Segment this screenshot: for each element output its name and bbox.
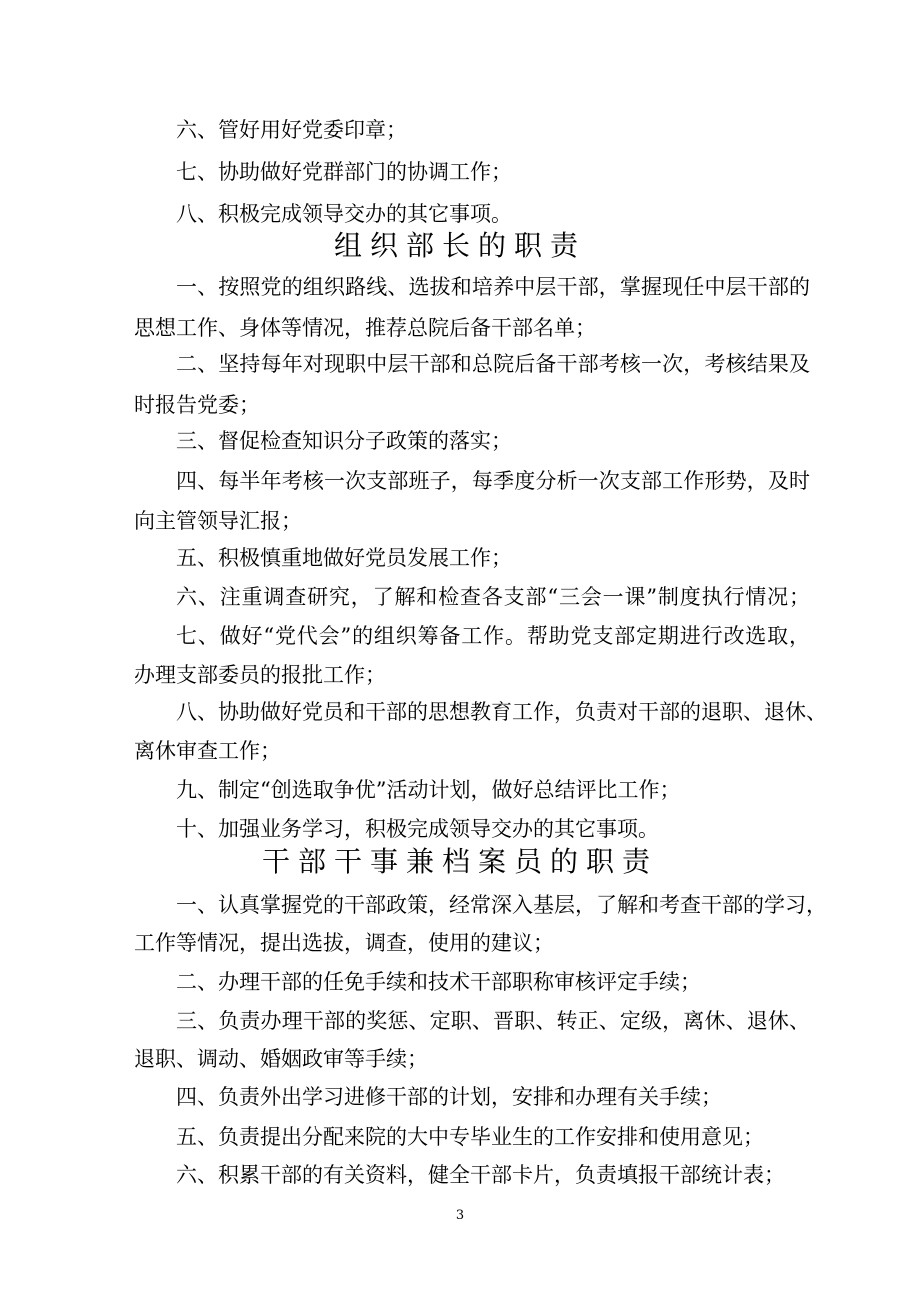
section-title: 组织部长的职责 — [333, 229, 586, 262]
paragraph-line: 办理支部委员的报批工作； — [134, 663, 386, 687]
paragraph-line: 四、每半年考核一次支部班子，每季度分析一次支部工作形势，及时 — [176, 469, 810, 493]
paragraph-line: 五、负责提出分配来院的大中专毕业生的工作安排和使用意见； — [176, 1125, 764, 1149]
page-number: 3 — [455, 1208, 465, 1223]
paragraph-line: 六、注重调查研究，了解和检查各支部“三会一课”制度执行情况； — [176, 585, 810, 609]
paragraph-line: 七、做好“党代会”的组织筹备工作。帮助党支部定期进行改选取， — [176, 624, 810, 648]
paragraph-line: 离休审查工作； — [134, 739, 281, 763]
paragraph-line: 二、办理干部的任免手续和技术干部职称审核评定手续； — [176, 970, 701, 994]
paragraph-line: 退职、调动、婚姻政审等手续； — [134, 1047, 428, 1071]
paragraph-line: 九、制定“创选取争优”活动计划，做好总结评比工作； — [176, 778, 681, 802]
paragraph-line: 六、积累干部的有关资料，健全干部卡片，负责填报干部统计表； — [176, 1163, 785, 1187]
paragraph-line: 三、督促检查知识分子政策的落实； — [176, 429, 512, 453]
paragraph-line: 思想工作、身体等情况，推荐总院后备干部名单； — [134, 316, 596, 340]
paragraph-line: 五、积极慎重地做好党员发展工作； — [176, 546, 512, 570]
paragraph-line: 一、按照党的组织路线、选拔和培养中层干部，掌握现任中层干部的 — [176, 275, 810, 299]
paragraph-line: 八、积极完成领导交办的其它事项。 — [176, 202, 512, 226]
paragraph-line: 一、认真掌握党的干部政策，经常深入基层，了解和考查干部的学习， — [176, 893, 827, 917]
paragraph-line: 三、负责办理干部的奖惩、定职、晋职、转正、定级，离休、退休、 — [176, 1009, 810, 1033]
paragraph-line: 十、加强业务学习，积极完成领导交办的其它事项。 — [176, 817, 659, 841]
paragraph-line: 二、坚持每年对现职中层干部和总院后备干部考核一次，考核结果及 — [176, 352, 810, 376]
paragraph-line: 八、协助做好党员和干部的思想教育工作，负责对干部的退职、退休、 — [176, 700, 827, 724]
paragraph-line: 向主管领导汇报； — [134, 509, 302, 533]
paragraph-line: 四、负责外出学习进修干部的计划，安排和办理有关手续； — [176, 1085, 722, 1109]
paragraph-line: 六、管好用好党委印章； — [176, 118, 407, 142]
paragraph-line: 时报告党委； — [134, 393, 260, 417]
paragraph-line: 工作等情况，提出选拔，调查，使用的建议； — [134, 931, 554, 955]
paragraph-line: 七、协助做好党群部门的协调工作； — [176, 160, 512, 184]
section-title: 干部干事兼档案员的职责 — [261, 845, 658, 878]
